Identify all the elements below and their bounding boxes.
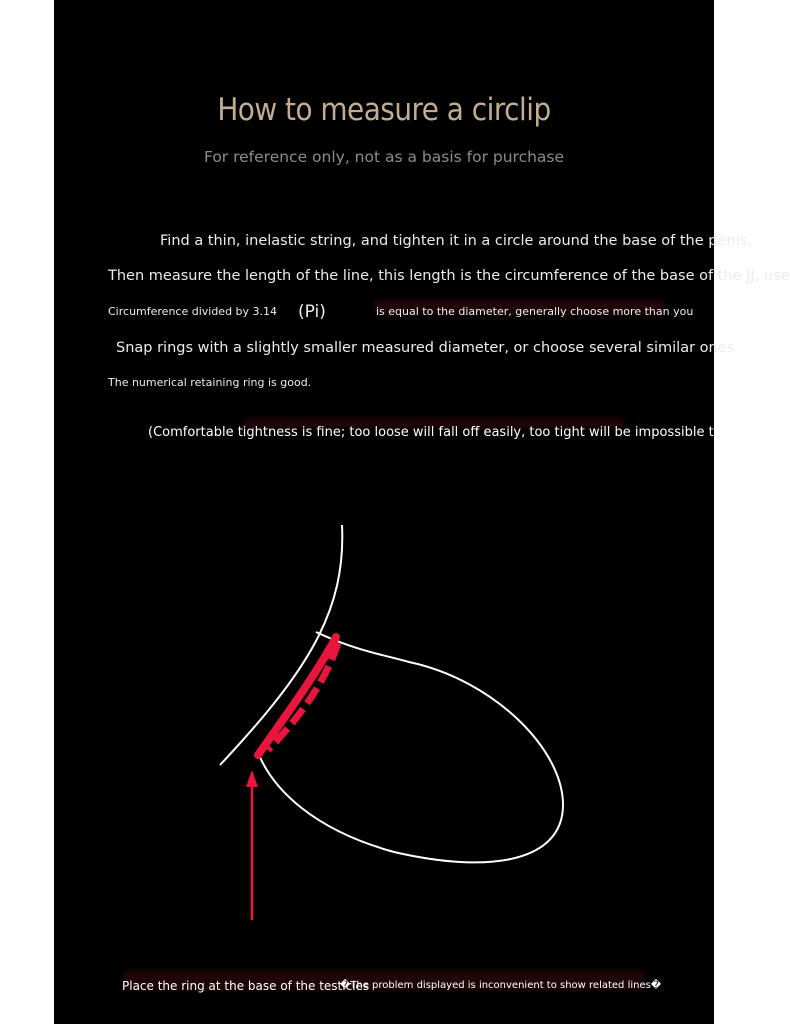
page-title: How to measure a circlip [217, 92, 551, 128]
instruction-line-2: Then measure the length of the line, this length is the circumference of the base of the JJ, use [108, 268, 790, 284]
instruction-note: (Comfortable tightness is fine; too loose will fall off easily, too tight will be impossible to wear) [148, 425, 763, 440]
instruction-line-3-end: is equal to the diameter, generally choose more than you [376, 305, 694, 318]
ring-placement-caption: Place the ring at the base of the testicles [122, 979, 370, 993]
scrotum-outline [259, 632, 563, 862]
measurement-diagram [54, 500, 714, 940]
instruction-line-4: Snap rings with a slightly smaller measured diameter, or choose several similar ones [116, 340, 735, 356]
display-note-caption: �The problem displayed is inconvenient to show related lines� [340, 980, 662, 991]
content-panel [54, 0, 790, 1024]
instruction-line-1: Find a thin, inelastic string, and tighten it in a circle around the base of the penis, [160, 233, 752, 249]
ring-band [258, 637, 336, 755]
instruction-line-3-pi: (Pi) [298, 302, 326, 322]
instruction-line-5: The numerical retaining ring is good. [108, 376, 312, 389]
instruction-line-3-start: Circumference divided by 3.14 [108, 305, 278, 318]
page-subtitle: For reference only, not as a basis for purchase [203, 148, 565, 166]
arrow-head [246, 770, 258, 787]
